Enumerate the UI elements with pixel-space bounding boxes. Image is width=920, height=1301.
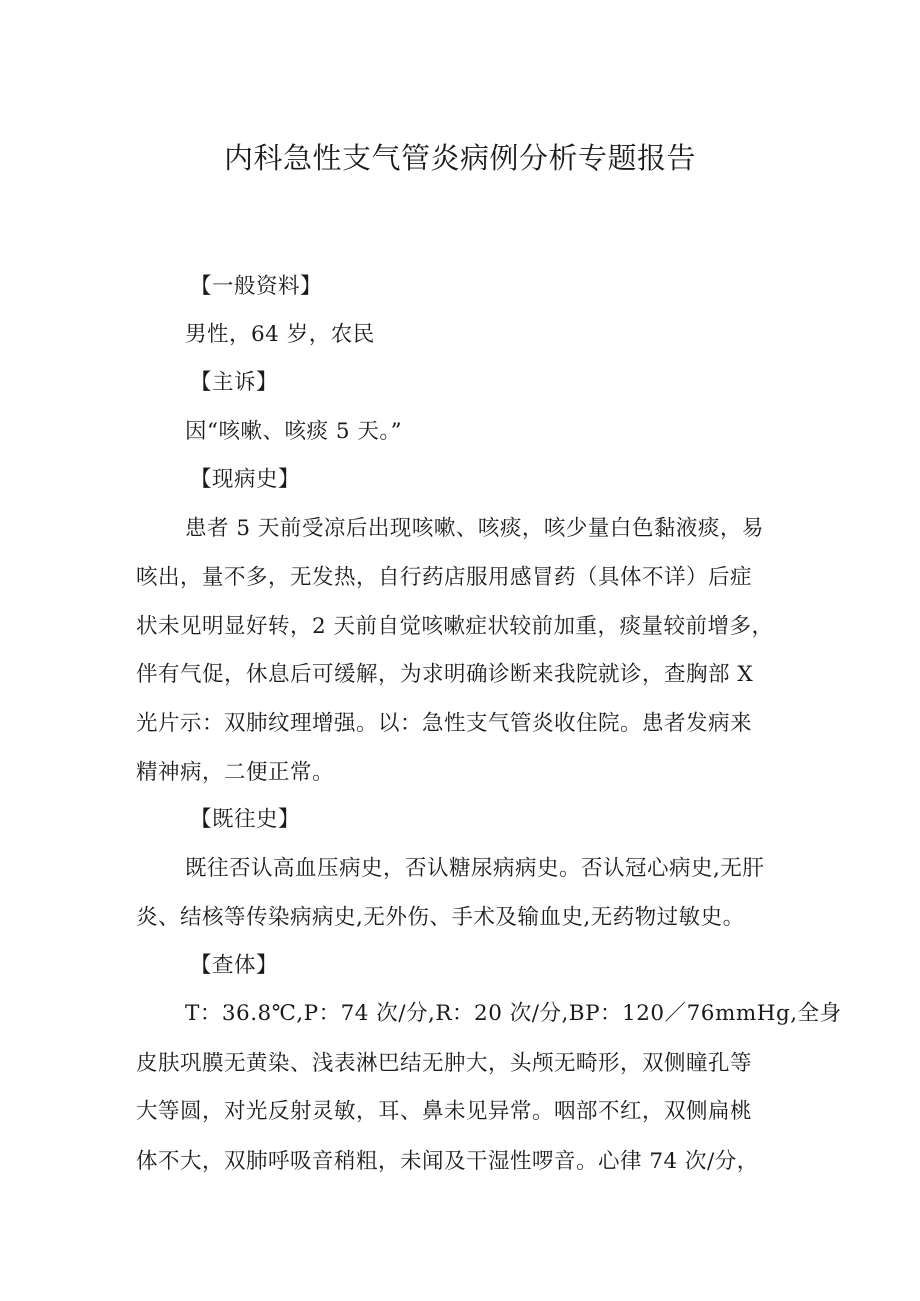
exam-line: 体不大，双肺呼吸音稍粗，未闻及干湿性啰音。心律 74 次/分， (136, 1149, 759, 1174)
present-history-line: 伴有气促，休息后可缓解，为求明确诊断来我院就诊，查胸部 X (136, 662, 754, 687)
present-history-line: 患者 5 天前受凉后出现咳嗽、咳痰，咳少量白色黏液痰，易 (185, 516, 764, 541)
past-history-line: 炎、结核等传染病病史,无外伤、手术及输血史,无药物过敏史。 (136, 905, 745, 930)
present-history-line: 咳出，量不多，无发热，自行药店服用感冒药（具体不详）后症 (136, 565, 753, 590)
exam-line: 大等圆，对光反射灵敏，耳、鼻未见异常。咽部不红，双侧扁桃 (136, 1099, 753, 1124)
present-history-line: 光片示：双肺纹理增强。以：急性支气管炎收住院。患者发病来 (136, 711, 753, 736)
section-heading-general: 【一般资料】 (190, 274, 323, 299)
past-history-line: 既往否认高血压病史，否认糖尿病病史。否认冠心病史,无肝 (185, 856, 765, 881)
exam-line: T：36.8℃,P：74 次/分,R：20 次/分,BP：120／76mmHg,全身 (185, 1001, 842, 1026)
exam-line: 皮肤巩膜无黄染、浅表淋巴结无肿大，头颅无畸形，双侧瞳孔等 (136, 1051, 753, 1076)
section-heading-complaint: 【主诉】 (190, 370, 279, 395)
general-info-line: 男性，64 岁，农民 (185, 322, 375, 347)
section-heading-exam: 【查体】 (190, 953, 279, 978)
present-history-line: 精神病，二便正常。 (136, 760, 335, 785)
section-heading-past-history: 【既往史】 (190, 807, 301, 832)
document-title: 内科急性支气管炎病例分析专题报告 (223, 141, 696, 175)
section-heading-present-history: 【现病史】 (190, 467, 301, 492)
present-history-line: 状未见明显好转，2 天前自觉咳嗽症状较前加重，痰量较前增多， (136, 614, 774, 639)
complaint-line: 因“咳嗽、咳痰 5 天。” (185, 419, 403, 444)
